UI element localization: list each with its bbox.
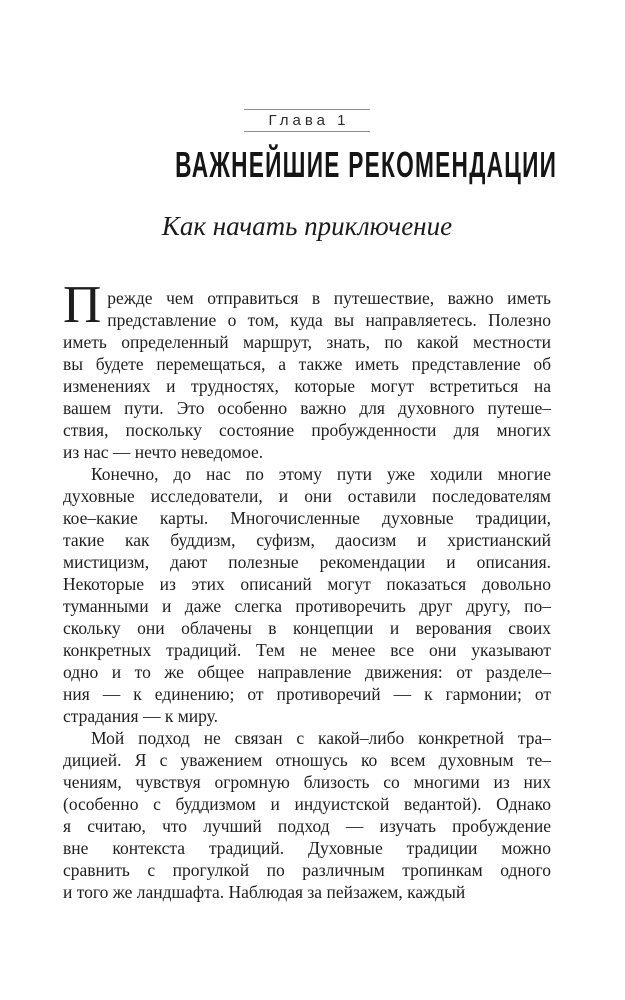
text-line: режде чем отправиться в путешествие, важно иметь [107,288,551,308]
page-title [63,144,558,185]
page-title-text: ВАЖНЕЙШИЕ РЕКОМЕНДАЦИИ [175,144,558,185]
text-line: Мой подход не связан с какой–либо конкретной тра– [91,728,551,748]
paragraph [63,276,551,463]
text-line: иметь определенный маршрут, знать, по какой местности [63,332,551,352]
text-line: туманными и даже слегка противоречить друг другу, по– [63,596,551,616]
text-line: Некоторые из этих описаний могут показаться довольно [63,574,551,594]
text-line: (особенно с буддизмом и индуистской ведантой). Однако [63,794,551,814]
text-line: конкретных традиций. Тем не менее все они указывают [63,640,551,660]
text-line: я считаю, что лучший подход — изучать пробуждение [63,816,551,836]
text-line: Конечно, до нас по этому пути уже ходили многие [91,464,551,484]
paragraph [63,463,551,727]
text-line: сравнить с прогулкой по различным тропинкам одного [63,860,551,880]
text-line: духовные исследователи, и они оставили последователям [63,486,551,506]
text-line: дицией. Я с уважением отношусь ко всем духовным те– [63,750,551,770]
text-line: вне контекста традиций. Духовные традиции можно [63,838,551,858]
text-line: представление о том, куда вы направляетесь. Полезно [107,310,551,330]
text-line: ствия, поскольку состояние пробужденности для многих [63,420,551,440]
text-line: и того же ландшафта. Наблюдая за пейзажем, каждый [63,882,466,902]
text-line: чениям, чувствуя огромную близость со многими из них [63,772,551,792]
drop-cap: П [63,276,102,334]
page-content [63,109,558,903]
paragraph [63,727,551,903]
text-line: страдания — к миру. [63,706,219,726]
text-line: из нас — нечто неведомое. [63,442,264,462]
chapter-header [244,109,370,132]
text-line: вашем пути. Это особенно важно для духовного путеше– [63,398,551,418]
text-line: изменениях и трудностях, которые могут встретиться на [63,376,551,396]
text-line: мистицизм, дают полезные рекомендации и описания. [63,552,551,572]
body-text [63,276,551,903]
text-line: одно и то же общее направление движения: от разделе– [63,662,551,682]
page-subtitle: Как начать приключение [161,211,453,241]
text-line: такие как буддизм, суфизм, даосизм и христианский [63,530,551,550]
chapter-label: Глава 1 [268,112,350,129]
text-line: вы будете перемещаться, а также иметь представление об [63,354,551,374]
text-line: ния — к единению; от противоречий — к гармонии; от [63,684,551,704]
text-line: скольку они облачены в концепции и верования своих [63,618,551,638]
text-line: кое–какие карты. Многочисленные духовные традиции, [63,508,551,528]
